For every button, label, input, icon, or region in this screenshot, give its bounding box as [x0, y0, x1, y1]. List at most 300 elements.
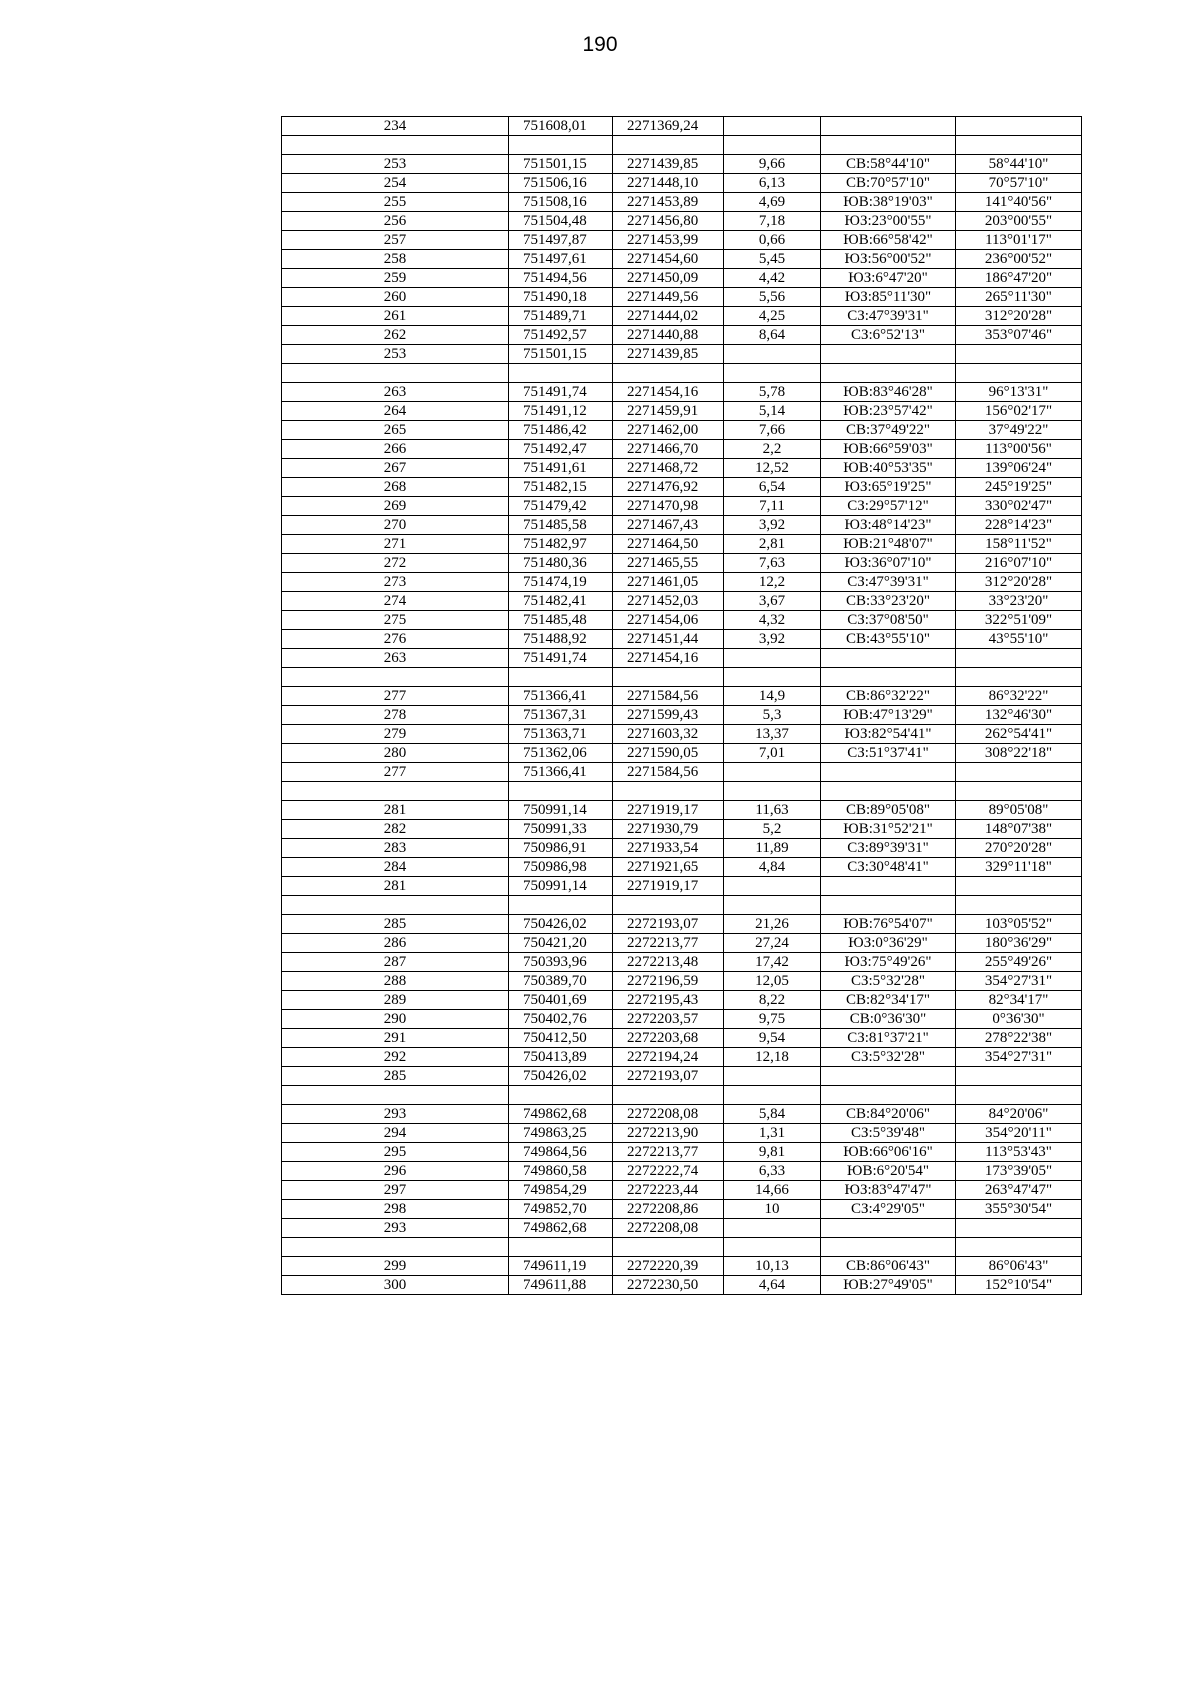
- rumb-cell: СЗ:4°29'05": [821, 1200, 956, 1219]
- segment-length-cell: 7,11: [724, 497, 821, 516]
- rumb-cell: СЗ:51°37'41": [821, 744, 956, 763]
- table-row: [282, 687, 1082, 706]
- y-coordinate-cell: 2271468,72: [613, 459, 724, 478]
- point-number-cell: 234: [282, 117, 509, 136]
- azimuth-cell: [956, 1219, 1082, 1238]
- x-coordinate-cell: 751492,57: [509, 326, 613, 345]
- azimuth-cell: 245°19'25": [956, 478, 1082, 497]
- azimuth-cell: 355°30'54": [956, 1200, 1082, 1219]
- rumb-cell: ЮВ:66°06'16": [821, 1143, 956, 1162]
- rumb-cell: СВ:89°05'08": [821, 801, 956, 820]
- y-coordinate-cell: 2271454,06: [613, 611, 724, 630]
- point-number-cell: 270: [282, 516, 509, 535]
- table-row: [282, 611, 1082, 630]
- y-coordinate-cell: 2271451,44: [613, 630, 724, 649]
- rumb-cell: ЮВ:31°52'21": [821, 820, 956, 839]
- segment-length-cell: 7,63: [724, 554, 821, 573]
- segment-length-cell: 7,01: [724, 744, 821, 763]
- y-coordinate-cell: [613, 1238, 724, 1257]
- point-number-cell: 272: [282, 554, 509, 573]
- point-number-cell: 273: [282, 573, 509, 592]
- x-coordinate-cell: 750393,96: [509, 953, 613, 972]
- rumb-cell: СЗ:5°39'48": [821, 1124, 956, 1143]
- x-coordinate-cell: [509, 782, 613, 801]
- y-coordinate-cell: 2271456,80: [613, 212, 724, 231]
- azimuth-cell: 255°49'26": [956, 953, 1082, 972]
- y-coordinate-cell: 2271369,24: [613, 117, 724, 136]
- table-row: [282, 820, 1082, 839]
- table-row: [282, 459, 1082, 478]
- segment-length-cell: 9,75: [724, 1010, 821, 1029]
- segment-length-cell: 3,67: [724, 592, 821, 611]
- rumb-cell: [821, 649, 956, 668]
- segment-length-cell: 5,14: [724, 402, 821, 421]
- table-row: [282, 117, 1082, 136]
- azimuth-cell: 113°53'43": [956, 1143, 1082, 1162]
- y-coordinate-cell: 2271454,16: [613, 649, 724, 668]
- segment-length-cell: 14,9: [724, 687, 821, 706]
- x-coordinate-cell: 751362,06: [509, 744, 613, 763]
- table-row: [282, 839, 1082, 858]
- table-row: [282, 896, 1082, 915]
- point-number-cell: 281: [282, 877, 509, 896]
- point-number-cell: 279: [282, 725, 509, 744]
- point-number-cell: 299: [282, 1257, 509, 1276]
- azimuth-cell: 37°49'22": [956, 421, 1082, 440]
- rumb-cell: СЗ:30°48'41": [821, 858, 956, 877]
- azimuth-cell: 86°06'43": [956, 1257, 1082, 1276]
- point-number-cell: [282, 364, 509, 383]
- azimuth-cell: 156°02'17": [956, 402, 1082, 421]
- point-number-cell: 260: [282, 288, 509, 307]
- segment-length-cell: 9,81: [724, 1143, 821, 1162]
- segment-length-cell: 9,54: [724, 1029, 821, 1048]
- segment-length-cell: [724, 1067, 821, 1086]
- x-coordinate-cell: 750986,91: [509, 839, 613, 858]
- point-number-cell: [282, 1086, 509, 1105]
- azimuth-cell: 265°11'30": [956, 288, 1082, 307]
- rumb-cell: ЮЗ:75°49'26": [821, 953, 956, 972]
- x-coordinate-cell: 749611,88: [509, 1276, 613, 1295]
- x-coordinate-cell: 751608,01: [509, 117, 613, 136]
- point-number-cell: 266: [282, 440, 509, 459]
- azimuth-cell: [956, 1238, 1082, 1257]
- segment-length-cell: 12,52: [724, 459, 821, 478]
- table-row: [282, 1086, 1082, 1105]
- table-row: [282, 1200, 1082, 1219]
- point-number-cell: 283: [282, 839, 509, 858]
- table-row: [282, 535, 1082, 554]
- table-row: [282, 934, 1082, 953]
- rumb-cell: ЮЗ:82°54'41": [821, 725, 956, 744]
- table-row: [282, 307, 1082, 326]
- table-row: [282, 1219, 1082, 1238]
- x-coordinate-cell: 751367,31: [509, 706, 613, 725]
- y-coordinate-cell: [613, 136, 724, 155]
- x-coordinate-cell: 751506,16: [509, 174, 613, 193]
- y-coordinate-cell: 2271461,05: [613, 573, 724, 592]
- segment-length-cell: 2,2: [724, 440, 821, 459]
- point-number-cell: 256: [282, 212, 509, 231]
- segment-length-cell: 11,89: [724, 839, 821, 858]
- y-coordinate-cell: [613, 782, 724, 801]
- y-coordinate-cell: 2272213,90: [613, 1124, 724, 1143]
- point-number-cell: [282, 136, 509, 155]
- y-coordinate-cell: 2272213,48: [613, 953, 724, 972]
- rumb-cell: [821, 1238, 956, 1257]
- rumb-cell: СВ:84°20'06": [821, 1105, 956, 1124]
- x-coordinate-cell: 750421,20: [509, 934, 613, 953]
- segment-length-cell: 4,69: [724, 193, 821, 212]
- rumb-cell: ЮЗ:83°47'47": [821, 1181, 956, 1200]
- x-coordinate-cell: 749852,70: [509, 1200, 613, 1219]
- rumb-cell: ЮЗ:56°00'52": [821, 250, 956, 269]
- table-row: [282, 193, 1082, 212]
- segment-length-cell: 9,66: [724, 155, 821, 174]
- table-row: [282, 972, 1082, 991]
- x-coordinate-cell: [509, 896, 613, 915]
- y-coordinate-cell: 2271921,65: [613, 858, 724, 877]
- segment-length-cell: 10,13: [724, 1257, 821, 1276]
- point-number-cell: 300: [282, 1276, 509, 1295]
- rumb-cell: ЮВ:76°54'07": [821, 915, 956, 934]
- rumb-cell: СЗ:47°39'31": [821, 573, 956, 592]
- y-coordinate-cell: 2271448,10: [613, 174, 724, 193]
- azimuth-cell: 353°07'46": [956, 326, 1082, 345]
- x-coordinate-cell: [509, 1238, 613, 1257]
- rumb-cell: СВ:43°55'10": [821, 630, 956, 649]
- azimuth-cell: 173°39'05": [956, 1162, 1082, 1181]
- azimuth-cell: 141°40'56": [956, 193, 1082, 212]
- rumb-cell: СЗ:29°57'12": [821, 497, 956, 516]
- table-row: [282, 1010, 1082, 1029]
- table-row: [282, 402, 1082, 421]
- x-coordinate-cell: 751491,74: [509, 383, 613, 402]
- rumb-cell: СЗ:37°08'50": [821, 611, 956, 630]
- azimuth-cell: 330°02'47": [956, 497, 1082, 516]
- y-coordinate-cell: 2272193,07: [613, 1067, 724, 1086]
- y-coordinate-cell: 2272223,44: [613, 1181, 724, 1200]
- rumb-cell: [821, 763, 956, 782]
- rumb-cell: [821, 896, 956, 915]
- y-coordinate-cell: 2272222,74: [613, 1162, 724, 1181]
- rumb-cell: СВ:58°44'10": [821, 155, 956, 174]
- azimuth-cell: 354°27'31": [956, 1048, 1082, 1067]
- point-number-cell: 267: [282, 459, 509, 478]
- point-number-cell: 277: [282, 687, 509, 706]
- point-number-cell: [282, 1238, 509, 1257]
- segment-length-cell: [724, 896, 821, 915]
- point-number-cell: 282: [282, 820, 509, 839]
- point-number-cell: 271: [282, 535, 509, 554]
- table-row: [282, 212, 1082, 231]
- x-coordinate-cell: 751490,18: [509, 288, 613, 307]
- azimuth-cell: [956, 117, 1082, 136]
- table-row: [282, 440, 1082, 459]
- azimuth-cell: [956, 782, 1082, 801]
- y-coordinate-cell: 2272203,57: [613, 1010, 724, 1029]
- rumb-cell: [821, 345, 956, 364]
- table-row: [282, 383, 1082, 402]
- segment-length-cell: 5,3: [724, 706, 821, 725]
- x-coordinate-cell: 751480,36: [509, 554, 613, 573]
- rumb-cell: [821, 117, 956, 136]
- table-row: [282, 1276, 1082, 1295]
- y-coordinate-cell: 2271599,43: [613, 706, 724, 725]
- segment-length-cell: [724, 117, 821, 136]
- point-number-cell: 289: [282, 991, 509, 1010]
- segment-length-cell: 8,22: [724, 991, 821, 1010]
- table-row: [282, 1067, 1082, 1086]
- rumb-cell: [821, 136, 956, 155]
- table-row: [282, 877, 1082, 896]
- rumb-cell: [821, 1067, 956, 1086]
- table-row: [282, 991, 1082, 1010]
- point-number-cell: 296: [282, 1162, 509, 1181]
- table-row: [282, 1105, 1082, 1124]
- rumb-cell: ЮЗ:48°14'23": [821, 516, 956, 535]
- azimuth-cell: 354°20'11": [956, 1124, 1082, 1143]
- table-row: [282, 1124, 1082, 1143]
- azimuth-cell: [956, 1067, 1082, 1086]
- table-row: [282, 136, 1082, 155]
- point-number-cell: 274: [282, 592, 509, 611]
- coordinates-table: [281, 116, 1082, 1295]
- table-row: [282, 1029, 1082, 1048]
- rumb-cell: ЮЗ:23°00'55": [821, 212, 956, 231]
- segment-length-cell: 5,2: [724, 820, 821, 839]
- rumb-cell: СВ:86°32'22": [821, 687, 956, 706]
- point-number-cell: 262: [282, 326, 509, 345]
- azimuth-cell: 322°51'09": [956, 611, 1082, 630]
- segment-length-cell: 10: [724, 1200, 821, 1219]
- point-number-cell: 287: [282, 953, 509, 972]
- rumb-cell: ЮВ:38°19'03": [821, 193, 956, 212]
- azimuth-cell: 113°01'17": [956, 231, 1082, 250]
- azimuth-cell: 312°20'28": [956, 573, 1082, 592]
- table-row: [282, 250, 1082, 269]
- table-row: [282, 1143, 1082, 1162]
- point-number-cell: 275: [282, 611, 509, 630]
- point-number-cell: 268: [282, 478, 509, 497]
- y-coordinate-cell: 2272208,08: [613, 1105, 724, 1124]
- segment-length-cell: 4,25: [724, 307, 821, 326]
- y-coordinate-cell: 2271454,16: [613, 383, 724, 402]
- x-coordinate-cell: 751491,12: [509, 402, 613, 421]
- azimuth-cell: 216°07'10": [956, 554, 1082, 573]
- y-coordinate-cell: [613, 896, 724, 915]
- rumb-cell: СЗ:81°37'21": [821, 1029, 956, 1048]
- azimuth-cell: [956, 1086, 1082, 1105]
- x-coordinate-cell: 751501,15: [509, 155, 613, 174]
- azimuth-cell: [956, 763, 1082, 782]
- point-number-cell: 292: [282, 1048, 509, 1067]
- x-coordinate-cell: 750401,69: [509, 991, 613, 1010]
- point-number-cell: 281: [282, 801, 509, 820]
- y-coordinate-cell: 2271454,60: [613, 250, 724, 269]
- azimuth-cell: 103°05'52": [956, 915, 1082, 934]
- table-row: [282, 1257, 1082, 1276]
- rumb-cell: ЮЗ:85°11'30": [821, 288, 956, 307]
- y-coordinate-cell: 2272208,08: [613, 1219, 724, 1238]
- table-row: [282, 706, 1082, 725]
- x-coordinate-cell: 750991,14: [509, 801, 613, 820]
- y-coordinate-cell: 2271476,92: [613, 478, 724, 497]
- table-row: [282, 592, 1082, 611]
- point-number-cell: 298: [282, 1200, 509, 1219]
- segment-length-cell: 3,92: [724, 630, 821, 649]
- table-row: [282, 1048, 1082, 1067]
- x-coordinate-cell: 751497,87: [509, 231, 613, 250]
- table-row: [282, 573, 1082, 592]
- table-row: [282, 744, 1082, 763]
- azimuth-cell: [956, 649, 1082, 668]
- segment-length-cell: 5,84: [724, 1105, 821, 1124]
- x-coordinate-cell: 751366,41: [509, 763, 613, 782]
- rumb-cell: СВ:82°34'17": [821, 991, 956, 1010]
- x-coordinate-cell: 749611,19: [509, 1257, 613, 1276]
- x-coordinate-cell: 751494,56: [509, 269, 613, 288]
- segment-length-cell: [724, 1219, 821, 1238]
- x-coordinate-cell: [509, 136, 613, 155]
- azimuth-cell: [956, 668, 1082, 687]
- x-coordinate-cell: 750413,89: [509, 1048, 613, 1067]
- point-number-cell: 265: [282, 421, 509, 440]
- x-coordinate-cell: 750426,02: [509, 1067, 613, 1086]
- y-coordinate-cell: 2271933,54: [613, 839, 724, 858]
- table-row: [282, 953, 1082, 972]
- rumb-cell: ЮВ:66°59'03": [821, 440, 956, 459]
- azimuth-cell: 263°47'47": [956, 1181, 1082, 1200]
- x-coordinate-cell: 749863,25: [509, 1124, 613, 1143]
- y-coordinate-cell: 2271444,02: [613, 307, 724, 326]
- segment-length-cell: 13,37: [724, 725, 821, 744]
- segment-length-cell: 5,45: [724, 250, 821, 269]
- azimuth-cell: 158°11'52": [956, 535, 1082, 554]
- point-number-cell: 286: [282, 934, 509, 953]
- table-row: [282, 1181, 1082, 1200]
- point-number-cell: 257: [282, 231, 509, 250]
- azimuth-cell: 308°22'18": [956, 744, 1082, 763]
- segment-length-cell: 4,42: [724, 269, 821, 288]
- rumb-cell: СЗ:47°39'31": [821, 307, 956, 326]
- azimuth-cell: [956, 345, 1082, 364]
- x-coordinate-cell: 750402,76: [509, 1010, 613, 1029]
- point-number-cell: 280: [282, 744, 509, 763]
- x-coordinate-cell: 751479,42: [509, 497, 613, 516]
- azimuth-cell: 180°36'29": [956, 934, 1082, 953]
- y-coordinate-cell: 2271930,79: [613, 820, 724, 839]
- y-coordinate-cell: 2272208,86: [613, 1200, 724, 1219]
- point-number-cell: 276: [282, 630, 509, 649]
- table-row: [282, 668, 1082, 687]
- table-row: [282, 915, 1082, 934]
- table-row: [282, 155, 1082, 174]
- azimuth-cell: 270°20'28": [956, 839, 1082, 858]
- segment-length-cell: 4,32: [724, 611, 821, 630]
- rumb-cell: [821, 364, 956, 383]
- point-number-cell: 258: [282, 250, 509, 269]
- segment-length-cell: 0,66: [724, 231, 821, 250]
- rumb-cell: ЮВ:40°53'35": [821, 459, 956, 478]
- segment-length-cell: 6,54: [724, 478, 821, 497]
- x-coordinate-cell: 751488,92: [509, 630, 613, 649]
- y-coordinate-cell: 2271465,55: [613, 554, 724, 573]
- rumb-cell: ЮЗ:0°36'29": [821, 934, 956, 953]
- y-coordinate-cell: [613, 364, 724, 383]
- table-row: [282, 269, 1082, 288]
- segment-length-cell: 6,13: [724, 174, 821, 193]
- y-coordinate-cell: 2271462,00: [613, 421, 724, 440]
- azimuth-cell: 113°00'56": [956, 440, 1082, 459]
- point-number-cell: 253: [282, 345, 509, 364]
- x-coordinate-cell: 751501,15: [509, 345, 613, 364]
- y-coordinate-cell: 2271584,56: [613, 763, 724, 782]
- y-coordinate-cell: 2271452,03: [613, 592, 724, 611]
- rumb-cell: ЮЗ:36°07'10": [821, 554, 956, 573]
- y-coordinate-cell: 2272203,68: [613, 1029, 724, 1048]
- x-coordinate-cell: 751497,61: [509, 250, 613, 269]
- azimuth-cell: [956, 364, 1082, 383]
- point-number-cell: 285: [282, 915, 509, 934]
- table-row: [282, 858, 1082, 877]
- y-coordinate-cell: 2271439,85: [613, 345, 724, 364]
- segment-length-cell: [724, 877, 821, 896]
- x-coordinate-cell: [509, 364, 613, 383]
- segment-length-cell: [724, 649, 821, 668]
- y-coordinate-cell: 2271464,50: [613, 535, 724, 554]
- coordinates-table-body: [282, 117, 1082, 1295]
- azimuth-cell: 148°07'38": [956, 820, 1082, 839]
- azimuth-cell: 228°14'23": [956, 516, 1082, 535]
- y-coordinate-cell: 2271440,88: [613, 326, 724, 345]
- table-row: [282, 763, 1082, 782]
- x-coordinate-cell: 750389,70: [509, 972, 613, 991]
- segment-length-cell: [724, 345, 821, 364]
- azimuth-cell: 33°23'20": [956, 592, 1082, 611]
- table-row: [282, 421, 1082, 440]
- rumb-cell: ЮВ:21°48'07": [821, 535, 956, 554]
- y-coordinate-cell: 2271466,70: [613, 440, 724, 459]
- azimuth-cell: 0°36'30": [956, 1010, 1082, 1029]
- x-coordinate-cell: 749862,68: [509, 1105, 613, 1124]
- table-row: [282, 516, 1082, 535]
- point-number-cell: [282, 782, 509, 801]
- table-row: [282, 725, 1082, 744]
- rumb-cell: СЗ:89°39'31": [821, 839, 956, 858]
- rumb-cell: [821, 668, 956, 687]
- y-coordinate-cell: 2271439,85: [613, 155, 724, 174]
- point-number-cell: 255: [282, 193, 509, 212]
- point-number-cell: [282, 668, 509, 687]
- y-coordinate-cell: [613, 668, 724, 687]
- x-coordinate-cell: 750991,33: [509, 820, 613, 839]
- azimuth-cell: 186°47'20": [956, 269, 1082, 288]
- table-row: [282, 288, 1082, 307]
- segment-length-cell: 11,63: [724, 801, 821, 820]
- segment-length-cell: 21,26: [724, 915, 821, 934]
- azimuth-cell: 329°11'18": [956, 858, 1082, 877]
- x-coordinate-cell: 751485,58: [509, 516, 613, 535]
- segment-length-cell: [724, 1086, 821, 1105]
- point-number-cell: 259: [282, 269, 509, 288]
- y-coordinate-cell: 2271453,99: [613, 231, 724, 250]
- azimuth-cell: [956, 877, 1082, 896]
- azimuth-cell: 152°10'54": [956, 1276, 1082, 1295]
- point-number-cell: 288: [282, 972, 509, 991]
- segment-length-cell: [724, 364, 821, 383]
- table-row: [282, 174, 1082, 193]
